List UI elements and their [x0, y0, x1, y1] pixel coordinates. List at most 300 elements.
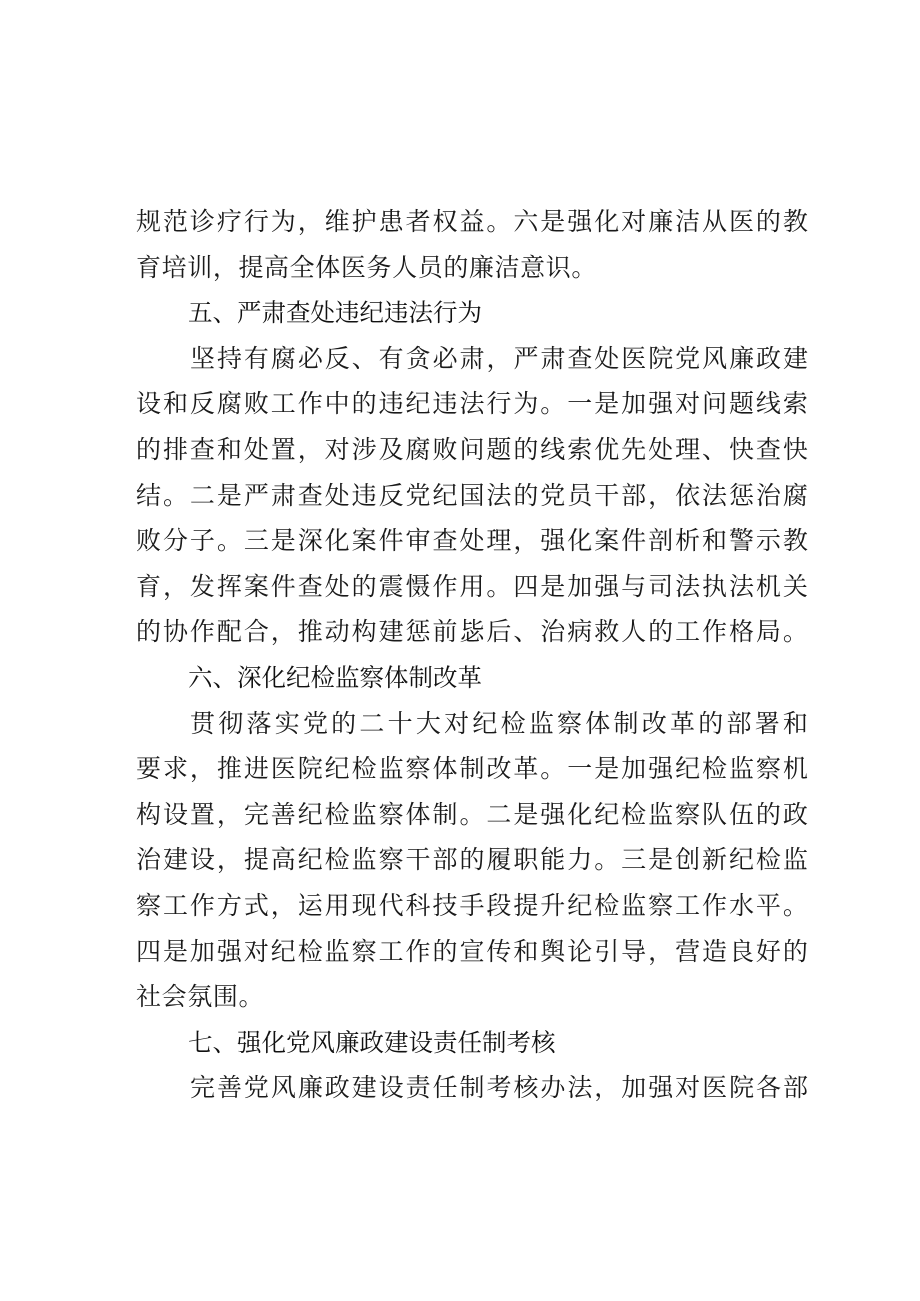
- glyph: 是: [594, 389, 620, 419]
- glyph: 审: [405, 526, 431, 556]
- glyph: 论: [567, 936, 593, 966]
- glyph: 办: [540, 1073, 566, 1103]
- glyph: 依: [675, 480, 701, 510]
- glyph: 震: [378, 571, 404, 601]
- glyph: 党: [286, 1027, 311, 1057]
- glyph: 加: [621, 389, 647, 419]
- glyph: 善: [270, 799, 296, 829]
- glyph: 二: [189, 480, 215, 510]
- glyph: 示: [755, 526, 781, 556]
- glyph: 前: [432, 617, 458, 647]
- glyph: 化: [261, 1027, 286, 1057]
- glyph: 法: [702, 480, 728, 510]
- glyph: 必: [297, 343, 323, 373]
- glyph: 查: [297, 571, 323, 601]
- glyph: 社: [136, 982, 162, 1012]
- glyph: 、: [212, 298, 237, 328]
- glyph: 责: [405, 1073, 431, 1103]
- glyph: 任: [457, 1027, 482, 1057]
- glyph: 党: [540, 480, 566, 510]
- glyph: 子: [189, 526, 215, 556]
- glyph: 及: [378, 434, 404, 464]
- glyph: 革: [457, 662, 482, 692]
- glyph: 快: [728, 434, 754, 464]
- glyph: 行: [486, 389, 512, 419]
- glyph: 对: [675, 1073, 701, 1103]
- glyph: ，: [189, 754, 215, 784]
- glyph: 败: [243, 389, 269, 419]
- glyph: 方: [216, 890, 242, 920]
- glyph: ，: [594, 1073, 620, 1103]
- glyph: 监: [378, 754, 404, 784]
- glyph: 医: [621, 343, 647, 373]
- glyph: 强: [594, 571, 620, 601]
- glyph: 。: [782, 890, 808, 920]
- glyph: 益: [459, 207, 485, 236]
- glyph: 十: [387, 708, 413, 738]
- glyph: 工: [162, 890, 188, 920]
- glyph: ，: [270, 890, 296, 920]
- glyph: ，: [297, 207, 323, 236]
- glyph: 化: [324, 526, 350, 556]
- glyph: 纪: [472, 708, 498, 738]
- glyph: 四: [136, 936, 162, 966]
- glyph: 。: [540, 389, 566, 419]
- glyph: 推: [297, 617, 323, 647]
- glyph: 医: [728, 207, 754, 236]
- glyph: 毖: [459, 617, 485, 647]
- glyph: 纪: [297, 845, 323, 875]
- glyph: 察: [675, 799, 701, 829]
- glyph: 大: [415, 708, 441, 738]
- glyph: 创: [675, 845, 701, 875]
- glyph: 建: [351, 1073, 377, 1103]
- glyph: 疗: [216, 207, 242, 236]
- glyph: 处: [648, 434, 674, 464]
- document-body: [136, 199, 808, 1111]
- glyph: 六: [513, 207, 539, 236]
- glyph: 腐: [270, 343, 296, 373]
- glyph: 监: [351, 845, 377, 875]
- glyph: 体: [432, 754, 458, 784]
- glyph: 患: [378, 207, 404, 236]
- glyph: 监: [335, 662, 360, 692]
- glyph: 检: [500, 708, 526, 738]
- glyph: 的: [331, 708, 357, 738]
- glyph: 动: [324, 617, 350, 647]
- glyph: 工: [378, 936, 404, 966]
- glyph: 政: [324, 1073, 350, 1103]
- glyph: 、: [702, 434, 728, 464]
- glyph: 强: [567, 207, 593, 236]
- section-heading: [136, 1020, 808, 1066]
- glyph: 查: [755, 434, 781, 464]
- glyph: 题: [728, 389, 754, 419]
- glyph: 责: [433, 1027, 458, 1057]
- glyph: 的: [782, 936, 808, 966]
- glyph: 。: [162, 480, 188, 510]
- glyph: 育: [136, 252, 162, 282]
- glyph: 惩: [405, 617, 431, 647]
- glyph: 、: [351, 343, 377, 373]
- glyph: 好: [755, 936, 781, 966]
- glyph: 、: [513, 617, 539, 647]
- glyph: 检: [621, 799, 647, 829]
- glyph: 人: [392, 252, 418, 282]
- glyph: 纪: [270, 936, 296, 966]
- glyph: 设: [162, 799, 188, 829]
- glyph: 设: [408, 1027, 433, 1057]
- glyph: 检: [324, 799, 350, 829]
- glyph: 先: [621, 434, 647, 464]
- glyph: 一: [567, 754, 593, 784]
- glyph: 机: [755, 571, 781, 601]
- glyph: 。: [594, 845, 620, 875]
- glyph: 行: [243, 207, 269, 236]
- glyph: 善: [216, 1073, 242, 1103]
- glyph: 院: [648, 343, 674, 373]
- glyph: 构: [136, 799, 162, 829]
- glyph: 提: [243, 845, 269, 875]
- glyph: 索: [782, 389, 808, 419]
- glyph: 惩: [728, 480, 754, 510]
- glyph: 深: [237, 662, 262, 692]
- glyph: 落: [246, 708, 272, 738]
- glyph: 医: [340, 252, 367, 282]
- glyph: 腐: [782, 480, 808, 510]
- glyph: 为: [270, 207, 296, 236]
- glyph: 法: [675, 571, 701, 601]
- glyph: 处: [459, 526, 485, 556]
- glyph: 识: [545, 252, 572, 282]
- body-line: [136, 518, 808, 564]
- glyph: 违: [432, 389, 458, 419]
- glyph: ，: [216, 799, 242, 829]
- glyph: 检: [702, 754, 728, 784]
- glyph: 医: [702, 1073, 728, 1103]
- glyph: 教: [782, 526, 808, 556]
- glyph: 纪: [286, 662, 311, 692]
- glyph: 后: [486, 617, 512, 647]
- body-line: [136, 564, 808, 610]
- glyph: 工: [270, 389, 296, 419]
- glyph: 纪: [405, 389, 431, 419]
- glyph: 进: [243, 754, 269, 784]
- glyph: ，: [216, 845, 242, 875]
- glyph: 纪: [432, 480, 458, 510]
- glyph: 优: [594, 434, 620, 464]
- glyph: 党: [243, 1073, 269, 1103]
- glyph: 排: [162, 434, 188, 464]
- glyph: 案: [594, 526, 620, 556]
- glyph: 的: [432, 936, 458, 966]
- glyph: 实: [274, 708, 300, 738]
- glyph: 涉: [351, 434, 377, 464]
- glyph: 与: [621, 571, 647, 601]
- glyph: 案: [351, 526, 377, 556]
- glyph: 造: [702, 936, 728, 966]
- glyph: 、: [212, 662, 237, 692]
- glyph: 、: [212, 1027, 237, 1057]
- glyph: 强: [648, 1073, 674, 1103]
- body-line: [136, 427, 808, 473]
- glyph: 坚: [190, 343, 216, 373]
- glyph: 慑: [405, 571, 431, 601]
- glyph: 。: [782, 617, 808, 647]
- glyph: ，: [513, 526, 539, 556]
- glyph: 洁: [494, 252, 521, 282]
- glyph: 职: [513, 845, 539, 875]
- glyph: 氛: [187, 982, 213, 1012]
- glyph: 务: [366, 252, 393, 282]
- glyph: 制: [408, 662, 433, 692]
- glyph: 察: [359, 662, 384, 692]
- glyph: 格: [728, 617, 754, 647]
- body-line: [136, 837, 808, 883]
- glyph: 检: [324, 845, 350, 875]
- glyph: 用: [324, 890, 350, 920]
- glyph: 察: [557, 708, 583, 738]
- glyph: 违: [384, 298, 409, 328]
- glyph: 高: [264, 252, 290, 282]
- glyph: 运: [297, 890, 323, 920]
- glyph: 会: [161, 982, 188, 1012]
- body-line: [136, 929, 808, 975]
- glyph: 查: [189, 434, 215, 464]
- glyph: 院: [297, 754, 323, 784]
- glyph: 纪: [594, 799, 620, 829]
- glyph: 制: [459, 754, 485, 784]
- glyph: 察: [755, 754, 781, 784]
- glyph: 司: [648, 571, 674, 601]
- glyph: 六: [188, 662, 213, 692]
- glyph: 作: [297, 389, 323, 419]
- glyph: 的: [513, 434, 539, 464]
- glyph: 培: [161, 252, 188, 282]
- glyph: 监: [782, 845, 808, 875]
- glyph: 干: [594, 480, 620, 510]
- glyph: 各: [756, 1073, 782, 1103]
- glyph: 处: [594, 343, 620, 373]
- glyph: 病: [567, 617, 593, 647]
- glyph: 警: [728, 526, 754, 556]
- glyph: 处: [310, 298, 335, 328]
- glyph: 违: [378, 389, 404, 419]
- body-line: [136, 609, 808, 655]
- glyph: 的: [136, 617, 162, 647]
- glyph: 法: [486, 480, 512, 510]
- glyph: 局: [755, 617, 781, 647]
- glyph: 纪: [324, 754, 350, 784]
- glyph: 中: [324, 389, 350, 419]
- glyph: 意: [520, 252, 546, 282]
- glyph: 的: [443, 252, 469, 282]
- glyph: 核: [513, 1073, 539, 1103]
- glyph: 。: [238, 982, 265, 1012]
- glyph: 工: [675, 617, 701, 647]
- glyph: 对: [324, 434, 350, 464]
- glyph: 的: [136, 434, 162, 464]
- glyph: 提: [238, 252, 265, 282]
- glyph: 和: [782, 708, 808, 738]
- glyph: 宣: [459, 936, 485, 966]
- glyph: 风: [702, 343, 728, 373]
- glyph: 加: [189, 936, 215, 966]
- glyph: 配: [216, 617, 242, 647]
- glyph: 强: [216, 936, 242, 966]
- glyph: 要: [136, 754, 162, 784]
- glyph: 察: [378, 799, 404, 829]
- glyph: 范: [162, 207, 188, 236]
- glyph: 监: [728, 754, 754, 784]
- glyph: 。: [571, 252, 597, 282]
- glyph: 制: [432, 799, 458, 829]
- glyph: 索: [567, 434, 593, 464]
- glyph: 七: [188, 1027, 213, 1057]
- glyph: 员: [567, 480, 593, 510]
- glyph: 反: [189, 389, 215, 419]
- glyph: 纪: [675, 754, 701, 784]
- glyph: 推: [216, 754, 242, 784]
- glyph: 建: [378, 617, 404, 647]
- glyph: 是: [648, 845, 674, 875]
- glyph: 工: [675, 890, 701, 920]
- glyph: ，: [212, 252, 239, 282]
- glyph: 强: [648, 754, 674, 784]
- glyph: 法: [728, 571, 754, 601]
- section-heading: [136, 290, 808, 336]
- glyph: 廉: [729, 343, 755, 373]
- glyph: 强: [648, 389, 674, 419]
- glyph: 式: [243, 890, 269, 920]
- glyph: 反: [324, 343, 350, 373]
- glyph: 必: [432, 343, 458, 373]
- glyph: 察: [378, 845, 404, 875]
- glyph: 作: [702, 890, 728, 920]
- glyph: 处: [324, 571, 350, 601]
- glyph: 监: [351, 799, 377, 829]
- glyph: 加: [621, 754, 647, 784]
- glyph: 的: [459, 845, 485, 875]
- glyph: ，: [486, 343, 512, 373]
- glyph: 用: [459, 571, 485, 601]
- glyph: 提: [513, 890, 539, 920]
- glyph: ，: [162, 571, 188, 601]
- glyph: 法: [459, 389, 485, 419]
- glyph: 作: [405, 936, 431, 966]
- glyph: 监: [528, 708, 554, 738]
- glyph: 合: [243, 617, 269, 647]
- glyph: 纪: [728, 845, 754, 875]
- glyph: 改: [486, 754, 512, 784]
- glyph: 革: [513, 754, 539, 784]
- glyph: 政: [359, 1027, 384, 1057]
- glyph: 。: [540, 754, 566, 784]
- glyph: 作: [432, 571, 458, 601]
- glyph: 的: [755, 207, 781, 236]
- glyph: 对: [621, 207, 647, 236]
- glyph: 部: [432, 845, 458, 875]
- glyph: 有: [243, 343, 269, 373]
- glyph: 协: [162, 617, 188, 647]
- glyph: 水: [728, 890, 754, 920]
- glyph: 对: [243, 936, 269, 966]
- glyph: 治: [136, 845, 162, 875]
- glyph: ，: [648, 936, 674, 966]
- glyph: 五: [188, 298, 213, 328]
- glyph: 是: [513, 799, 539, 829]
- glyph: 设: [189, 845, 215, 875]
- glyph: 违: [335, 298, 360, 328]
- glyph: 构: [351, 617, 377, 647]
- glyph: 察: [405, 754, 431, 784]
- glyph: 件: [621, 526, 647, 556]
- glyph: 的: [351, 571, 377, 601]
- glyph: 。: [486, 207, 512, 236]
- glyph: 医: [270, 754, 296, 784]
- glyph: 机: [782, 754, 808, 784]
- glyph: 训: [187, 252, 213, 282]
- body-line: [136, 1065, 808, 1111]
- glyph: ，: [648, 480, 674, 510]
- glyph: 党: [675, 343, 701, 373]
- glyph: 体: [384, 662, 409, 692]
- body-line: [136, 199, 808, 245]
- glyph: 败: [136, 526, 162, 556]
- glyph: 求: [162, 754, 188, 784]
- glyph: 纪: [297, 799, 323, 829]
- glyph: 维: [324, 207, 350, 236]
- glyph: 监: [621, 890, 647, 920]
- glyph: 三: [243, 526, 269, 556]
- body-line: [136, 883, 808, 929]
- glyph: 是: [162, 936, 188, 966]
- glyph: 围: [212, 982, 239, 1012]
- glyph: 建: [162, 845, 188, 875]
- glyph: 廉: [297, 1073, 323, 1103]
- glyph: 理: [486, 526, 512, 556]
- glyph: 体: [315, 252, 341, 282]
- glyph: 作: [189, 890, 215, 920]
- glyph: 力: [567, 845, 593, 875]
- glyph: 和: [702, 526, 728, 556]
- glyph: 改: [641, 708, 667, 738]
- glyph: 为: [513, 389, 539, 419]
- glyph: 置: [270, 434, 296, 464]
- glyph: 贯: [190, 708, 216, 738]
- glyph: 风: [270, 1073, 296, 1103]
- glyph: 关: [782, 571, 808, 601]
- glyph: 察: [648, 890, 674, 920]
- glyph: 代: [378, 890, 404, 920]
- glyph: 腐: [405, 434, 431, 464]
- glyph: 升: [540, 890, 566, 920]
- glyph: 问: [702, 389, 728, 419]
- glyph: 署: [754, 708, 780, 738]
- glyph: 检: [594, 890, 620, 920]
- glyph: 护: [351, 207, 377, 236]
- glyph: 件: [378, 526, 404, 556]
- glyph: 查: [297, 480, 323, 510]
- glyph: 廉: [335, 1027, 360, 1057]
- glyph: 治: [540, 617, 566, 647]
- glyph: 理: [675, 434, 701, 464]
- glyph: 。: [486, 571, 512, 601]
- glyph: 手: [459, 890, 485, 920]
- glyph: 是: [270, 526, 296, 556]
- glyph: 强: [540, 799, 566, 829]
- glyph: 导: [621, 936, 647, 966]
